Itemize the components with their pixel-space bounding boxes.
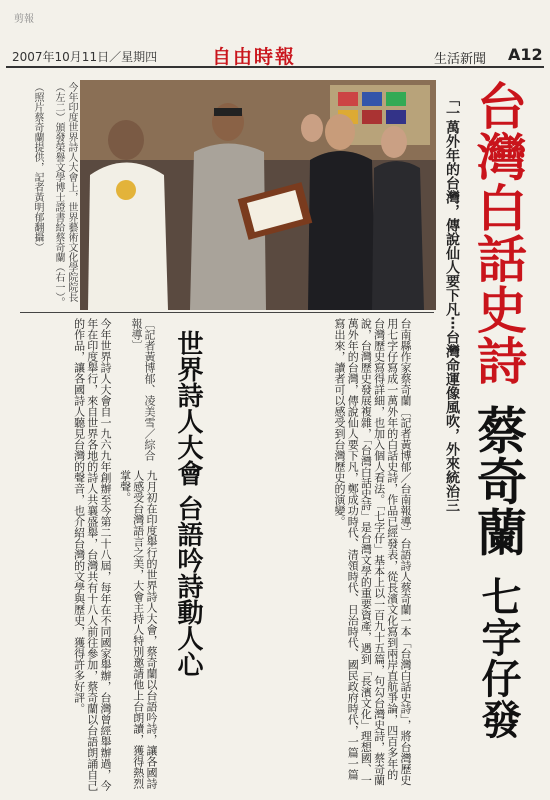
article-subhead	[160, 330, 208, 790]
main-headline	[462, 80, 530, 780]
article-body-right: 台南縣作家蔡奇蘭〔記者黃博郁／台南報導〕台語詩人蔡奇蘭一本「台灣白話史詩」，將台灣歷史用七字仔寫成一萬外年的白話史詩，作品已經發表，從長濱文化寫到兩岸直航爭論，四百多年的台灣歷史寫得詳細，也加入個人看法。「七字仔」基本上以一百九十五篇，句勾台灣史詩，蔡奇蘭說，台灣歷史發展複雜，「台灣白話史詩」是台灣文學的重要資產，遇到「長濱文化」理想國、一萬外年的台灣，傳說仙人要下凡，鄭成功時代、清領時代、日治時代、國民政府時代，一篇一篇寫出來，讀者可以感受到台灣歷史的演變。	[332, 318, 412, 786]
newspaper-masthead: 自由時報	[212, 46, 297, 68]
photo-credit: （照片蔡奇蘭提供，記者黃明郁翻攝）	[32, 82, 43, 252]
page-number: A12	[508, 45, 543, 64]
section-divider	[20, 312, 434, 313]
photo-illustration	[80, 80, 436, 310]
article-body-mid: 九月初在印度舉行的世界詩人大會，蔡奇蘭以台語吟詩，讓各國詩人感受台灣語言之美，大會主持人特別邀請他上台朗讀，獲得熱烈掌聲。	[118, 470, 158, 789]
subhead-line-2: 台語吟詩動人心	[173, 495, 203, 678]
subhead-line-1: 世界詩人大會	[173, 330, 203, 486]
headline-author: 蔡奇蘭	[469, 404, 528, 558]
article-byline: 〔記者黃博郁、凌美雪／綜合報導〕	[130, 318, 156, 461]
archive-stamp: 剪報	[14, 14, 34, 25]
headline-deck: 「一萬外年的台灣，傳說仙人要下凡⋯台灣命運像風吹，外來統治三	[444, 92, 460, 512]
page-header	[6, 44, 544, 68]
news-photo	[80, 80, 436, 310]
section-name: 生活新聞	[434, 52, 487, 67]
issue-date: 2007年10月11日／星期四	[12, 50, 158, 64]
photo-caption: 今年印度世界詩人大會上，世界藝術文化學院院長（左二）頒發榮譽文學博士證書給蔡奇蘭（右一）。	[53, 82, 77, 307]
article-body-left: 今年世界詩人大會自一九六九年創辦至今第二十八屆，每年在不同國家舉辦，台灣曾經舉辦過，今年在印度舉行，來自世界各地的詩人共襄盛舉，台灣共有十八人前往參加，蔡奇蘭以台語朗誦自己的作品，讓各國詩人聽見台灣的聲音，也介紹台灣的文學與歷史，獲得許多好評。	[72, 318, 112, 791]
headline-rest: 七字仔發	[475, 575, 522, 740]
headline-title: 台灣白話史詩	[469, 80, 528, 386]
